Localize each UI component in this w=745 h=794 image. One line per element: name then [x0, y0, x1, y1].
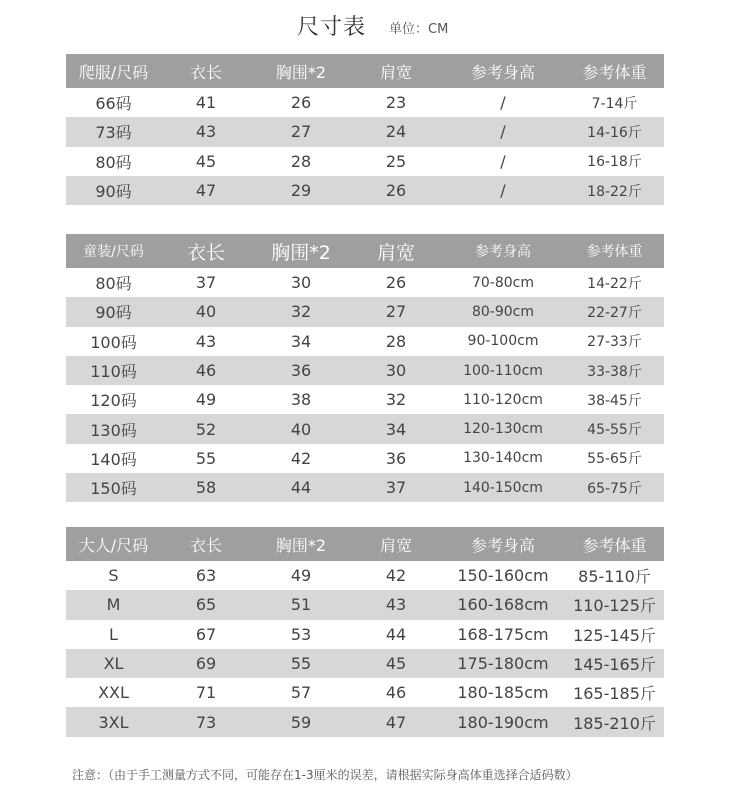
- table-row: [66, 117, 664, 146]
- title-row: [0, 8, 745, 42]
- table-row: [66, 176, 664, 205]
- cell-size: XXL: [98, 683, 129, 703]
- cell-shoulder: 25: [385, 151, 407, 171]
- cell-length: 37: [195, 273, 217, 293]
- cell-height: 100-110cm: [441, 356, 565, 385]
- cell-height: 160-168cm: [441, 590, 565, 619]
- cell-length: 71: [195, 683, 217, 703]
- table-row: [66, 473, 664, 502]
- unit-label: 单位：CM: [389, 22, 449, 37]
- header-height: 参考身高: [441, 234, 565, 268]
- cell-height: /: [441, 117, 565, 146]
- cell-height: /: [441, 176, 565, 205]
- cell-shoulder: 45: [351, 649, 441, 678]
- cell-shoulder: 47: [351, 707, 441, 736]
- cell-weight: 65-75斤: [565, 473, 664, 502]
- cell-shoulder: 32: [385, 390, 407, 410]
- cell-height: 80-90cm: [441, 297, 565, 326]
- cell-shoulder: 34: [351, 414, 441, 443]
- cell-weight: 55-65斤: [587, 451, 642, 468]
- header-chest: 胸围*2: [251, 234, 351, 268]
- cell-size: 90码: [66, 297, 161, 326]
- cell-height: 110-120cm: [463, 391, 543, 408]
- header-weight: 参考体重: [565, 527, 664, 561]
- cell-shoulder: 36: [385, 448, 407, 468]
- table-row: [66, 385, 664, 414]
- cell-chest: 27: [251, 117, 351, 146]
- table-row: [66, 88, 664, 117]
- table-row: [66, 590, 664, 619]
- cell-length: 46: [161, 356, 251, 385]
- cell-length: 67: [195, 624, 217, 644]
- cell-shoulder: 30: [351, 356, 441, 385]
- cell-shoulder: 42: [385, 566, 407, 586]
- cell-size: 80码: [95, 274, 132, 294]
- cell-chest: 59: [251, 707, 351, 736]
- cell-size: L: [109, 624, 118, 644]
- header-chest: 胸围*2: [251, 54, 351, 88]
- page-title: 尺寸表: [297, 15, 367, 40]
- cell-shoulder: 44: [385, 624, 407, 644]
- table-row: [66, 327, 664, 356]
- cell-size: 100码: [90, 332, 137, 352]
- header-length: 衣长: [161, 234, 251, 268]
- table-row: [66, 297, 664, 326]
- header-weight: 参考体重: [565, 234, 664, 268]
- cell-weight: 110-125斤: [565, 590, 664, 619]
- cell-weight: 38-45斤: [587, 392, 642, 409]
- cell-height: 130-140cm: [463, 450, 543, 467]
- cell-length: 73: [161, 707, 251, 736]
- cell-length: 69: [161, 649, 251, 678]
- cell-chest: 55: [251, 649, 351, 678]
- cell-chest: 38: [290, 390, 312, 410]
- cell-height: 70-80cm: [471, 274, 534, 291]
- cell-height: 150-160cm: [457, 566, 549, 586]
- cell-chest: 30: [290, 273, 312, 293]
- cell-shoulder: 28: [385, 331, 407, 351]
- cell-shoulder: 46: [385, 683, 407, 703]
- cell-height: 175-180cm: [441, 649, 565, 678]
- header-height: 参考身高: [441, 54, 565, 88]
- table-row: [66, 561, 664, 590]
- cell-size: 130码: [66, 414, 161, 443]
- cell-chest: 42: [290, 448, 312, 468]
- cell-chest: 34: [290, 331, 312, 351]
- cell-size: 3XL: [66, 707, 161, 736]
- cell-weight: 33-38斤: [565, 356, 664, 385]
- cell-length: 41: [195, 93, 217, 113]
- table-header-row: [66, 54, 664, 88]
- cell-chest: 44: [251, 473, 351, 502]
- cell-weight: 165-185斤: [573, 684, 656, 704]
- cell-chest: 36: [251, 356, 351, 385]
- cell-height: /: [500, 151, 506, 171]
- header-size: 大人/尺码: [66, 527, 161, 561]
- header-size: 童装/尺码: [66, 234, 161, 268]
- cell-weight: 145-165斤: [565, 649, 664, 678]
- cell-length: 58: [161, 473, 251, 502]
- cell-shoulder: 43: [351, 590, 441, 619]
- header-height: 参考身高: [441, 527, 565, 561]
- cell-length: 40: [161, 297, 251, 326]
- cell-length: 47: [161, 176, 251, 205]
- cell-chest: 40: [251, 414, 351, 443]
- kids-size-table: [66, 234, 664, 502]
- cell-length: 43: [161, 117, 251, 146]
- cell-height: /: [500, 93, 506, 113]
- cell-size: M: [66, 590, 161, 619]
- header-shoulder: 肩宽: [351, 234, 441, 268]
- cell-height: 180-185cm: [457, 683, 549, 703]
- cell-size: XL: [66, 649, 161, 678]
- table-row: [66, 414, 664, 443]
- cell-weight: 185-210斤: [565, 707, 664, 736]
- cell-size: 73码: [66, 117, 161, 146]
- header-shoulder: 肩宽: [351, 527, 441, 561]
- cell-weight: 18-22斤: [565, 176, 664, 205]
- cell-shoulder: 23: [385, 93, 407, 113]
- cell-length: 65: [161, 590, 251, 619]
- cell-chest: 51: [251, 590, 351, 619]
- cell-size: 90码: [66, 176, 161, 205]
- table-row: [66, 444, 664, 473]
- cell-chest: 29: [251, 176, 351, 205]
- cell-length: 43: [195, 331, 217, 351]
- cell-weight: 27-33斤: [587, 334, 642, 351]
- cell-weight: 45-55斤: [565, 414, 664, 443]
- cell-weight: 7-14斤: [591, 95, 638, 112]
- cell-weight: 125-145斤: [573, 625, 656, 645]
- cell-height: 168-175cm: [457, 624, 549, 644]
- cell-length: 63: [195, 566, 217, 586]
- cell-height: 90-100cm: [467, 333, 539, 350]
- cell-weight: 16-18斤: [587, 154, 642, 171]
- cell-length: 49: [195, 390, 217, 410]
- header-length: 衣长: [161, 54, 251, 88]
- cell-size: 150码: [66, 473, 161, 502]
- cell-size: 66码: [95, 94, 132, 114]
- table-row: [66, 147, 664, 176]
- cell-weight: 85-110斤: [578, 567, 651, 587]
- header-size: 爬服/尺码: [66, 54, 161, 88]
- table-row: [66, 268, 664, 297]
- cell-shoulder: 26: [385, 273, 407, 293]
- table-row: [66, 649, 664, 678]
- cell-chest: 49: [290, 566, 312, 586]
- table-row: [66, 356, 664, 385]
- table-row: [66, 707, 664, 736]
- cell-chest: 26: [290, 93, 312, 113]
- table-row: [66, 678, 664, 707]
- cell-shoulder: 27: [351, 297, 441, 326]
- cell-weight: 22-27斤: [565, 297, 664, 326]
- romper-size-table: [66, 54, 664, 205]
- cell-chest: 32: [251, 297, 351, 326]
- cell-shoulder: 24: [351, 117, 441, 146]
- cell-chest: 53: [290, 624, 312, 644]
- header-chest: 胸围*2: [251, 527, 351, 561]
- cell-weight: 14-16斤: [565, 117, 664, 146]
- cell-length: 55: [195, 448, 217, 468]
- table-header-row: [66, 527, 664, 561]
- cell-chest: 57: [290, 683, 312, 703]
- header-length: 衣长: [161, 527, 251, 561]
- table-row: [66, 620, 664, 649]
- cell-size: 80码: [95, 152, 132, 172]
- cell-weight: 14-22斤: [587, 275, 642, 292]
- cell-shoulder: 26: [351, 176, 441, 205]
- cell-height: 140-150cm: [441, 473, 565, 502]
- measurement-note: 注意：（由于手工测量方式不同，可能存在1-3厘米的误差，请根据实际身高体重选择合适码数）: [72, 768, 578, 782]
- cell-length: 52: [161, 414, 251, 443]
- header-shoulder: 肩宽: [351, 54, 441, 88]
- cell-height: 180-190cm: [441, 707, 565, 736]
- cell-size: S: [108, 566, 119, 586]
- cell-size: 120码: [90, 391, 137, 411]
- cell-height: 120-130cm: [441, 414, 565, 443]
- cell-size: 110码: [66, 356, 161, 385]
- cell-chest: 28: [290, 151, 312, 171]
- adult-size-table: [66, 527, 664, 737]
- cell-length: 45: [195, 151, 217, 171]
- cell-shoulder: 37: [351, 473, 441, 502]
- table-header-row: [66, 234, 664, 268]
- cell-size: 140码: [90, 449, 137, 469]
- header-weight: 参考体重: [565, 54, 664, 88]
